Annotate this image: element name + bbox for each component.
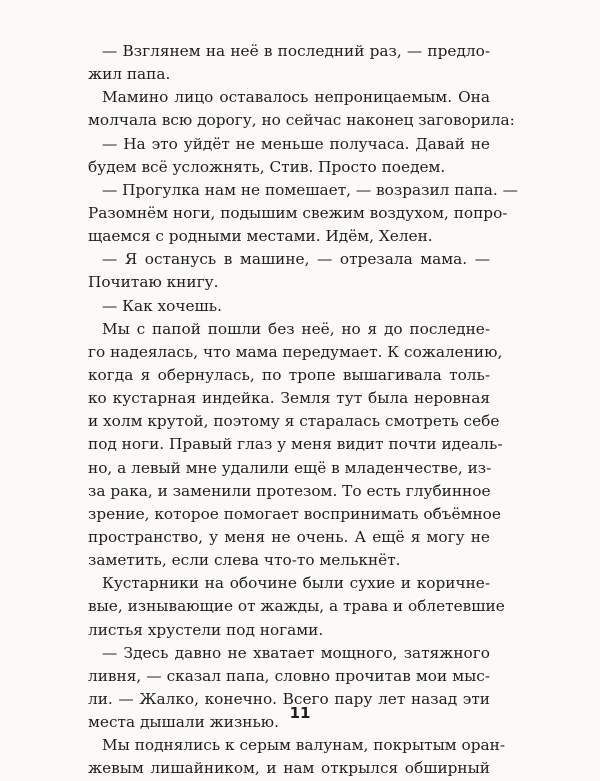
text-line: — На это уйдёт не меньше получаса. Давай не	[102, 134, 490, 153]
text-line: листья хрустели под ногами.	[88, 620, 324, 639]
text-line: Мы поднялись к серым валунам, покрытым оран-	[102, 736, 506, 755]
text-line: будем всё усложнять, Стив. Просто поедем.	[88, 157, 446, 176]
text-line: Мы с папой пошли без неё, но я до последне-	[102, 319, 490, 338]
text-line: зрение, которое помогает воспринимать объёмное	[88, 504, 501, 523]
text-line: за рака, и заменили протезом. То есть глубинное	[88, 481, 491, 500]
text-line: Разомнём ноги, подышим свежим воздухом, попро-	[88, 203, 508, 222]
text-line: когда я обернулась, по тропе вышагивала толь-	[88, 365, 490, 384]
text-line: и холм крутой, поэтому я старалась смотреть себе	[88, 412, 500, 431]
text-line: Почитаю книгу.	[88, 273, 219, 292]
text-line: ливня, — сказал папа, словно прочитав мои мыс-	[88, 666, 490, 685]
page-text	[88, 40, 518, 781]
text-line: — Взглянем на неё в последний раз, — предло-	[102, 42, 490, 60]
text-line: Мамино лицо оставалось непроницаемым. Она	[102, 88, 490, 107]
text-line: но, а левый мне удалили ещё в младенчестве, из-	[88, 458, 492, 477]
text-line: молчала всю дорогу, но сейчас наконец заговорила:	[88, 111, 515, 130]
text-line: щаемся с родными местами. Идём, Хелен.	[88, 227, 433, 246]
text-line: Кустарники на обочине были сухие и коричне-	[102, 574, 490, 593]
text-line: пространство, у меня не очень. А ещё я могу не	[88, 527, 490, 546]
text-line: заметить, если слева что-то мелькнёт.	[88, 551, 401, 570]
text-line: ли. — Жалко, конечно. Всего пару лет назад эти	[88, 689, 490, 708]
text-line: — Как хочешь.	[102, 296, 222, 315]
text-line: жил папа.	[88, 65, 171, 84]
text-line: вые, изнывающие от жажды, а трава и облетевшие	[88, 597, 505, 616]
text-line: под ноги. Правый глаз у меня видит почти идеаль-	[88, 435, 503, 454]
text-line: — Здесь давно не хватает мощного, затяжного	[102, 643, 490, 662]
text-line: — Я останусь в машине, — отрезала мама. —	[102, 250, 490, 269]
text-line: го надеялась, что мама передумает. К сожалению,	[88, 342, 503, 361]
page-number: 11	[289, 704, 311, 722]
text-line: жевым лишайником, и нам открылся обширный	[88, 759, 490, 778]
text-line: места дышали жизнью.	[88, 713, 279, 732]
text-line: — Прогулка нам не помешает, — возразил папа. —	[102, 180, 518, 199]
text-line: ко кустарная индейка. Земля тут была неровная	[88, 389, 490, 408]
